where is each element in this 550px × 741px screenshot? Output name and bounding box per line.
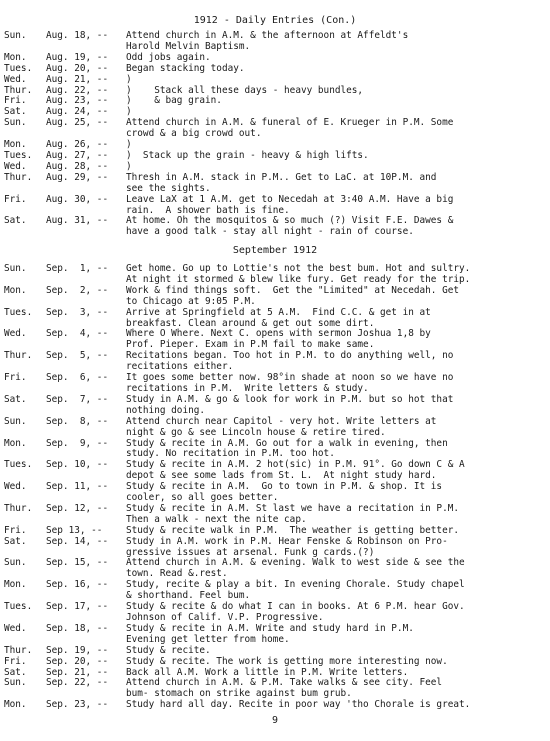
entry-text [126,504,548,526]
entry-day: Sun. [4,677,27,689]
entry-day: Fri. [4,524,27,536]
entry-text [126,31,548,53]
entry-date: Sep. 11, -- [46,481,109,493]
entry-line: Where O Where. Next C. opens with sermon Joshua 1,8 by [126,328,431,340]
entry-text [126,602,548,624]
entry-date: Aug. 20, -- [46,62,109,74]
entry-text [126,195,548,217]
entry-text [126,373,548,395]
entry-line: bum- stomach on strike against bum grub. [126,688,352,700]
entry-line: to Chicago at 9:05 P.M. [126,295,256,307]
entry-date: Sep. 17, -- [46,601,109,613]
entry-line: recitations either. [126,361,234,373]
entry-line: study. No recitation in P.M. too hot. [126,448,335,460]
diary-entry [4,417,548,439]
entry-day: Mon. [4,579,27,591]
page-number: 9 [271,715,279,726]
entry-day: Wed. [4,160,27,172]
entry-day: Mon. [4,139,27,151]
entry-date: Sep. 3, -- [46,306,109,318]
entry-day: Sun. [4,557,27,569]
entry-date: Sep. 5, -- [46,350,109,362]
entry-day: Wed. [4,481,27,493]
entry-day: Wed. [4,622,27,634]
diary-entry [4,395,548,417]
entry-day: Mon. [4,699,27,711]
entry-date: Aug. 26, -- [46,139,109,151]
entry-line: Attend church near Capitol - very hot. Write letters at [126,415,437,427]
entry-line: town. Read &.rest. [126,568,228,580]
entry-text [126,173,548,195]
entry-line: Harold Melvin Baptism. [126,40,251,52]
entry-text [126,351,548,373]
entry-text [126,64,548,75]
entry-line: gressive issues at arsenal. Funk g cards.(?) [126,546,375,558]
diary-entry [4,75,548,86]
diary-entry [4,700,548,711]
entry-day: Fri. [4,95,27,107]
entry-text [126,624,548,646]
diary-entry [4,580,548,602]
entry-date: Aug. 23, -- [46,95,109,107]
diary-entry [4,504,548,526]
entry-line: Study & recite walk in P.M. The weather is getting better. [126,524,460,536]
entry-line: Study & recite. The work is getting more interesting now. [126,655,448,667]
diary-entry [4,308,548,330]
diary-entry [4,624,548,646]
diary-entry [4,351,548,373]
entry-date: Sep. 10, -- [46,459,109,471]
entry-text [126,482,548,504]
entry-day: Tues. [4,62,33,74]
entry-day: Sat. [4,215,27,227]
entry-date: Aug. 25, -- [46,117,109,129]
entry-line: see the sights. [126,182,211,194]
diary-entry [4,439,548,461]
entry-line: Attend church in A.M. & the afternoon at Affeldt's [126,30,409,41]
diary-entry [4,195,548,217]
entry-day: Mon. [4,51,27,63]
entry-text [126,700,548,711]
entry-line: cooler, so all goes better. [126,492,279,504]
entry-line: Study & recite in A.M. Go out for a walk in evening, then [126,437,448,449]
entry-day: Wed. [4,73,27,85]
entry-line: ) [126,160,132,172]
entry-day: Mon. [4,284,27,296]
entry-line: At home. Oh the mosquitos & so much (?) Visit F.E. Dawes & [126,215,454,227]
entry-text [126,439,548,461]
entry-date: Sep. 4, -- [46,328,109,340]
entry-line: ) [126,73,132,85]
september-heading: September 1912 [232,245,318,256]
entry-day: Thur. [4,171,33,183]
entry-date: Sep. 6, -- [46,372,109,384]
entry-line: depot & see some lads from St. L. At night study hard. [126,470,437,482]
entry-day: Sun. [4,263,27,274]
entry-day: Fri. [4,372,27,384]
entry-text [126,264,548,286]
entry-date: Sep. 21, -- [46,666,109,678]
entry-line: ) [126,106,132,118]
entry-text [126,395,548,417]
entry-line: Back all A.M. Work a little in P.M. Write letters. [126,666,409,678]
entry-line: ) Stack up the grain - heavy & high lifts. [126,149,369,161]
entry-date: Aug. 28, -- [46,160,109,172]
entry-line: Study in A.M. & go & look for work in P.M. but so hot that [126,393,454,405]
diary-entry [4,286,548,308]
entry-day: Sun. [4,30,27,41]
entry-text [126,417,548,439]
diary-entry [4,329,548,351]
diary-entry [4,264,548,286]
entry-date: Aug. 30, -- [46,193,109,205]
entry-date: Sep. 1, -- [46,263,109,274]
entry-line: Work & find things soft. Get the "Limited" at Necedah. Get [126,284,460,296]
entry-date: Aug. 31, -- [46,215,109,227]
entry-day: Thur. [4,502,33,514]
entry-line: have a good talk - stay all night - rain of course. [126,226,414,238]
entry-line: Study & recite in A.M. 2 hot(sic) in P.M. 91°. Go down C & A [126,459,465,471]
entry-day: Tues. [4,459,33,471]
entry-line: Arrive at Springfield at 5 A.M. Find C.C. & get in at [126,306,431,318]
entry-line: Study, recite & play a bit. In evening Chorale. Study chapel [126,579,465,591]
entry-text [126,678,548,700]
entry-line: Odd jobs again. [126,51,211,63]
diary-entry [4,646,548,657]
diary-entry [4,537,548,559]
entry-day: Thur. [4,350,33,362]
entry-line: Attend church in A.M. & evening. Walk to west side & see the [126,557,465,569]
entry-text [126,329,548,351]
entry-day: Sat. [4,393,27,405]
entry-date: Sep. 15, -- [46,557,109,569]
entry-day: Sat. [4,535,27,547]
diary-entry [4,64,548,75]
entry-line: Johnson of Calif. V.P. Progressive. [126,612,324,623]
entry-line: rain. A shower bath is fine. [126,204,290,216]
entry-line: Evening get letter from home. [126,633,290,645]
entry-text [126,558,548,580]
entry-line: recitations in P.M. Write letters & study. [126,382,369,394]
entry-text [126,118,548,140]
entry-day: Sun. [4,117,27,129]
entry-line: breakfast. Clean around & get out some dirt. [126,317,375,329]
entry-text [126,460,548,482]
entry-line: Study & recite. [126,644,211,656]
entry-text [126,286,548,308]
entry-date: Sep. 7, -- [46,393,109,405]
entry-text [126,75,548,86]
entry-day: Thur. [4,644,33,656]
entry-date: Sep. 12, -- [46,502,109,514]
entry-line: Began stacking today. [126,62,245,74]
entry-date: Aug. 18, -- [46,30,109,41]
entry-text [126,151,548,162]
entry-line: Thresh in A.M. stack in P.M.. Get to LaC. at 10P.M. and [126,171,437,183]
entry-line: ) Stack all these days - heavy bundles, [126,84,364,96]
entry-line: Study & recite in A.M. St last we have a recitation in P.M. [126,502,460,514]
entry-date: Aug. 22, -- [46,84,109,96]
entry-text [126,216,548,238]
entry-line: nothing doing. [126,404,206,416]
entry-day: Tues. [4,601,33,613]
entry-line: Study hard all day. Recite in poor way 'tho Chorale is great. [126,699,471,711]
entry-date: Sep. 16, -- [46,579,109,591]
entry-line: night & go & see Lincoln house & retire tired. [126,426,386,438]
diary-entry [4,31,548,53]
entry-day: Fri. [4,655,27,667]
entry-text [126,646,548,657]
entry-date: Sep. 19, -- [46,644,109,656]
diary-entry [4,173,548,195]
entry-line: At night it stormed & blew like fury. Get ready for the trip. [126,273,471,285]
entry-date: Sep. 23, -- [46,699,109,711]
august-entries [4,31,548,238]
entry-day: Wed. [4,328,27,340]
entry-text [126,96,548,107]
entry-date: Aug. 24, -- [46,106,109,118]
entry-date: Sep. 2, -- [46,284,109,296]
entry-text [126,537,548,559]
entry-day: Mon. [4,437,27,449]
entry-line: Get home. Go up to Lottie's not the best bum. Hot and sultry. [126,263,471,274]
diary-entry [4,216,548,238]
diary-entry [4,118,548,140]
entry-date: Sep. 18, -- [46,622,109,634]
entry-line: & shorthand. Feel bum. [126,590,251,602]
entry-date: Sep. 22, -- [46,677,109,689]
entry-day: Sat. [4,106,27,118]
entry-line: Attend church in A.M. & funeral of E. Krueger in P.M. Some [126,117,454,129]
entry-line: Leave LaX at 1 A.M. get to Necedah at 3:40 A.M. Have a big [126,193,454,205]
entry-day: Tues. [4,149,33,161]
entry-line: Then a walk - next the nite cap. [126,513,307,525]
entry-line: ) [126,139,132,151]
diary-entry [4,482,548,504]
entry-date: Sep. 20, -- [46,655,109,667]
entry-day: Sat. [4,666,27,678]
entry-line: Study & recite in A.M. Go to town in P.M. & shop. It is [126,481,443,493]
september-entries [4,264,548,711]
entry-text [126,580,548,602]
entry-date: Sep. 14, -- [46,535,109,547]
entry-date: Aug. 27, -- [46,149,109,161]
entry-line: Study in A.M. work in P.M. Hear Fenske & Robinson on Pro- [126,535,448,547]
entry-line: It goes some better now. 98°in shade at noon so we have no [126,372,454,384]
entry-line: Attend church in A.M. & P.M. Take walks & see city. Feel [126,677,443,689]
diary-entry [4,373,548,395]
entry-line: ) & bag grain. [126,95,222,107]
diary-entry [4,602,548,624]
entry-line: Study & recite & do what I can in books. At 6 P.M. hear Gov. [126,601,465,613]
diary-entry [4,657,548,668]
entry-day: Tues. [4,306,33,318]
entry-date: Sep. 8, -- [46,415,109,427]
entry-date: Aug. 29, -- [46,171,109,183]
entry-date: Aug. 19, -- [46,51,109,63]
diary-entry [4,558,548,580]
page-title: 1912 - Daily Entries (Con.) [193,15,357,26]
entry-text [126,657,548,668]
entry-text [126,308,548,330]
entry-line: crowd & a big crowd out. [126,128,262,140]
entry-line: Study & recite in A.M. Write and study hard in P.M. [126,622,414,634]
entry-day: Sun. [4,415,27,427]
diary-entry [4,460,548,482]
entry-date: Sep. 9, -- [46,437,109,449]
entry-day: Fri. [4,193,27,205]
entry-date: Aug. 21, -- [46,73,109,85]
entry-line: Recitations began. Too hot in P.M. to do anything well, no [126,350,454,362]
entry-line: Prof. Pieper. Exam in P.M fail to make same. [126,339,375,351]
entry-date: Sep 13, -- [46,524,103,536]
diary-entry [4,678,548,700]
entry-day: Thur. [4,84,33,96]
